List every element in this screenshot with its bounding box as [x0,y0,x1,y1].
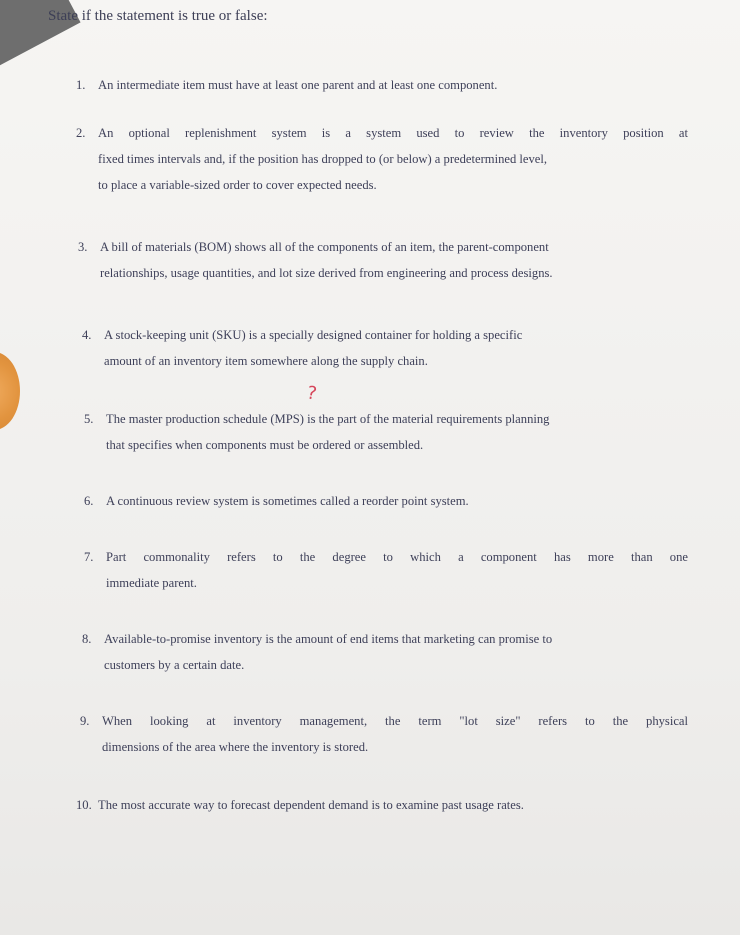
question-number: 4. [82,328,92,342]
question-number: 8. [82,632,92,646]
question-number: 3. [78,240,88,254]
question-text: A stock-keeping unit (SKU) is a specially designed container for holding a specific [104,328,523,342]
question-text: relationships, usage quantities, and lot size derived from engineering and process designs. [100,266,553,280]
question-9 [80,708,688,760]
question-text: A bill of materials (BOM) shows all of the components of an item, the parent-component [100,240,549,254]
question-text: An optional replenishment system is a system used to review the inventory position at [98,126,688,140]
question-text: amount of an inventory item somewhere along the supply chain. [104,354,428,368]
question-number: 6. [84,494,94,508]
finger [0,352,20,430]
question-text: Part commonality refers to the degree to which a component has more than one [106,550,688,564]
question-text: The master production schedule (MPS) is the part of the material requirements planning [106,412,550,426]
question-1 [76,72,616,98]
question-2 [76,120,688,198]
question-number: 5. [84,412,94,426]
question-number: 1. [76,78,86,92]
question-10 [76,792,676,818]
question-number: 2. [76,126,86,140]
question-number: 9. [80,714,90,728]
question-text: dimensions of the area where the inventory is stored. [102,740,369,754]
question-4 [82,322,688,374]
question-number: 7. [84,550,94,564]
handwritten-mark: ? [305,382,319,405]
question-text: customers by a certain date. [104,658,245,672]
question-3 [78,234,688,286]
question-text: immediate parent. [106,576,197,590]
question-text: to place a variable-sized order to cover expected needs. [98,178,377,192]
page-heading: State if the statement is true or false: [48,8,268,24]
question-text: that specifies when components must be ordered or assembled. [106,438,424,452]
question-text: When looking at inventory management, the term "lot size" refers to the physical [102,714,688,728]
question-7 [84,544,688,596]
question-text: fixed times intervals and, if the position has dropped to (or below) a predetermined level, [98,152,548,166]
question-text: A continuous review system is sometimes called a reorder point system. [106,494,469,508]
question-number: 10. [76,798,92,812]
question-text: An intermediate item must have at least one parent and at least one component. [98,78,498,92]
question-5 [84,406,688,458]
question-6 [84,488,644,514]
question-8 [82,626,688,678]
question-text: The most accurate way to forecast dependent demand is to examine past usage rates. [98,798,524,812]
question-text: Available-to-promise inventory is the amount of end items that marketing can promise to [104,632,553,646]
